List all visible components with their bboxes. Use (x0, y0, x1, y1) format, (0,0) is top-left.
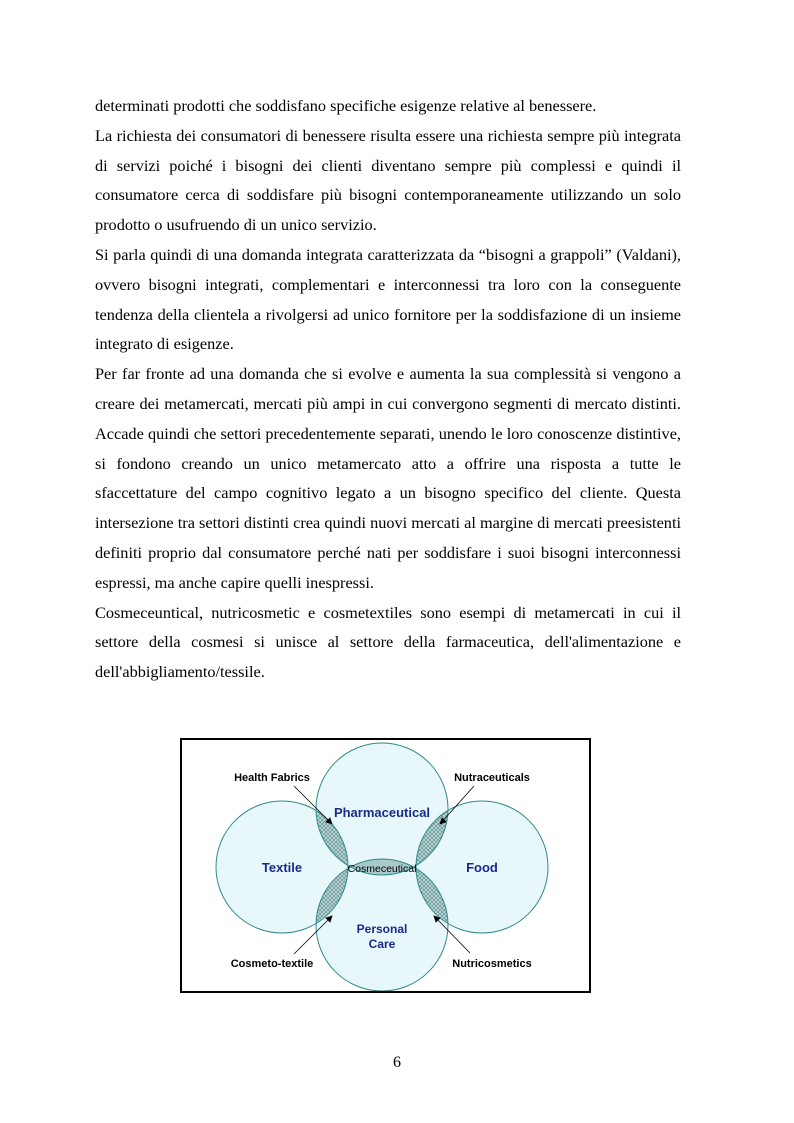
venn-svg (182, 740, 589, 991)
paragraph-2: La richiesta dei consumatori di benessere risulta essere una richiesta sempre più integrata di servizi poiché i bisogni dei clienti diventano sempre più complessi e quindi il consumatore cerca di soddisfare più bisogni contemporaneamente utilizzando un solo prodotto o usufruendo di un unico servizio. (95, 125, 681, 235)
label-cosmeto-textile: Cosmeto-textile (230, 958, 314, 970)
body-text (95, 91, 681, 687)
label-food: Food (466, 860, 498, 875)
paragraph-5: Cosmeceuntical, nutricosmetic e cosmetextiles sono esempi di metamercati in cui il settore della cosmesi si unisce al settore della farmaceutica, dell'alimentazione e dell'abbigliamento/tessile. (95, 602, 681, 682)
label-health-fabrics: Health Fabrics (234, 772, 310, 784)
label-personal-care-2: Care (368, 937, 396, 951)
page-number: 6 (393, 1054, 401, 1071)
label-personal-care-1: Personal (356, 922, 408, 936)
label-cosmeceutical: Cosmeceutical (347, 863, 417, 875)
paragraph-4: Per far fronte ad una domanda che si evolve e aumenta la sua complessità si vengono a creare dei metamercati, mercati più ampi in cui convergono segmenti di mercato distinti. Accade quindi che settori precedentemente separati, unendo le loro conoscenze distintive, si fondono creando un unico metamercato atto a offrire una risposta a tutte le sfaccettature del campo cognitivo legato a un bisogno specifico del cliente. Questa intersezione tra settori distinti crea quindi nuovi mercati al margine di mercati preesistenti definiti proprio dal consumatore perché nati per soddisfare i suoi bisogni interconnessi espressi, ma anche capire quelli inespressi. (95, 364, 681, 592)
label-pharmaceutical: Pharmaceutical (333, 805, 431, 820)
paragraph-1: determinati prodotti che soddisfano specifiche esigenze relative al benessere. (95, 96, 597, 115)
label-nutraceuticals: Nutraceuticals (454, 772, 530, 784)
metamarket-venn-diagram (180, 738, 591, 993)
label-nutricosmetics: Nutricosmetics (452, 958, 532, 970)
label-textile: Textile (261, 860, 303, 875)
paragraph-3: Si parla quindi di una domanda integrata caratterizzata da “bisogni a grappoli” (Valdani), ovvero bisogni integrati, complementari e interconnessi tra loro con la conseguente tendenza della clientela a rivolgersi ad unico fornitore per la soddisfazione di un insieme integrato di esigenze. (95, 244, 681, 354)
